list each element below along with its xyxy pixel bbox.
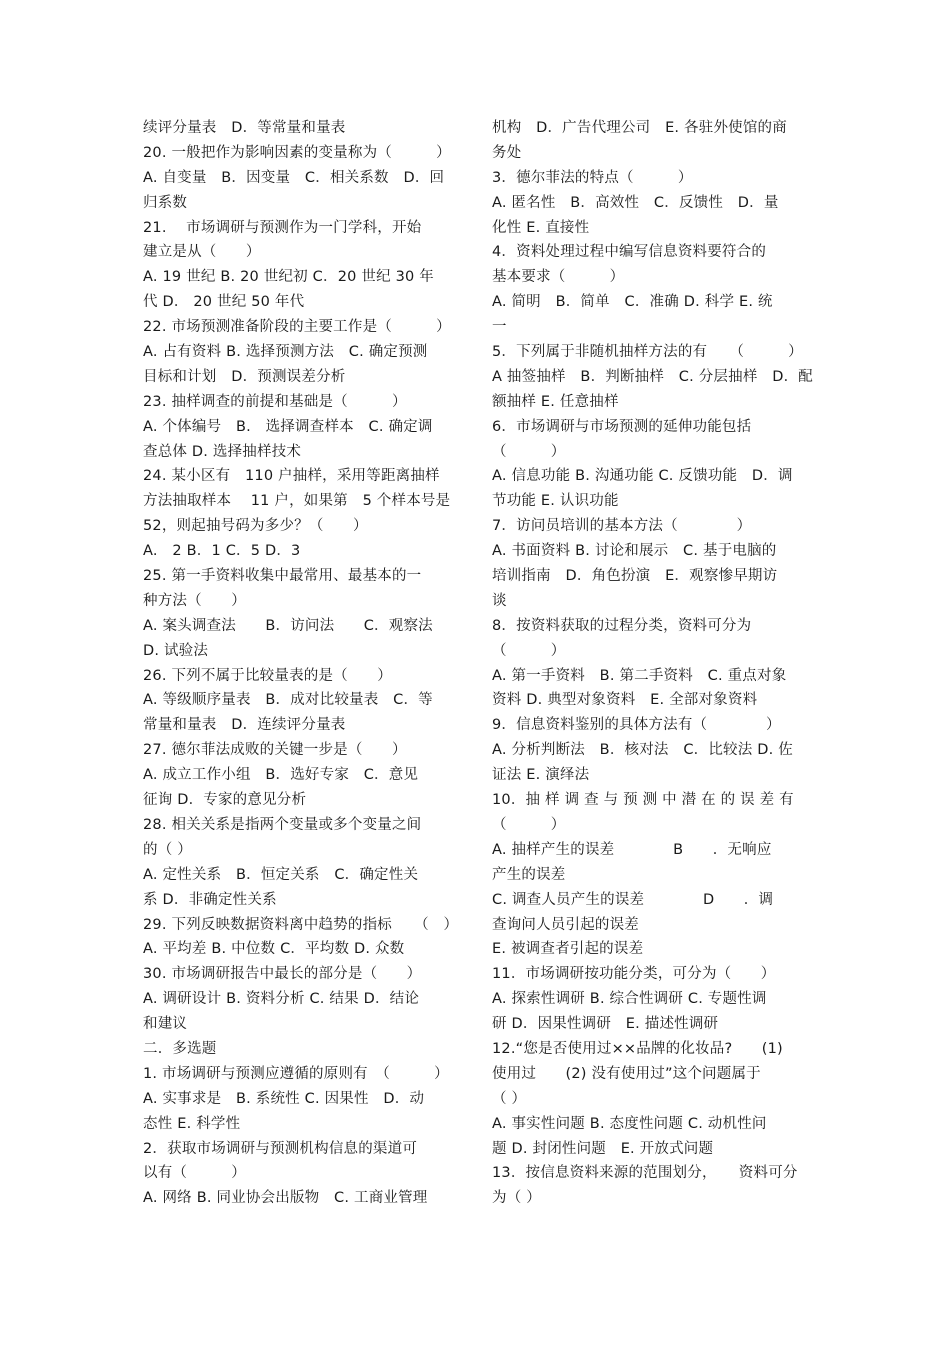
text-line: 谈 <box>492 592 507 609</box>
text-line: 查询问人员引起的误差 <box>492 916 639 933</box>
text-line: 6．市场调研与市场预测的延伸功能包括 <box>492 418 752 435</box>
text-line: A. 案头调查法 B．访问法 C．观察法 <box>143 617 433 634</box>
text-line: 基本要求（ ） <box>492 269 625 286</box>
text-line: 3．德尔菲法的特点（ ） <box>492 169 693 186</box>
text-line: 续评分量表 D．等常量和量表 <box>143 120 346 136</box>
text-line: 方法抽取样本 11 户，如果第 5 个样本号是 <box>143 493 451 510</box>
text-line: A. 实事求是 B. 系统性 C. 因果性 D．动 <box>143 1090 425 1107</box>
text-line: 29. 下列反映数据资料离中趋势的指标 （ ） <box>143 916 459 933</box>
text-line: A. 书面资料 B. 讨论和展示 C. 基于电脑的 <box>492 543 777 560</box>
text-line: 13．按信息资料来源的范围划分， 资料可分 <box>492 1165 798 1182</box>
text-line: 机构 D．广告代理公司 E. 各驻外使馆的商 <box>492 120 787 136</box>
text-line: A. 事实性问题 B. 态度性问题 C. 动机性问 <box>492 1115 767 1132</box>
text-line: 2．获取市场调研与预测机构信息的渠道可 <box>143 1140 418 1157</box>
text-line: C. 调查人员产生的误差 D ．调 <box>492 891 774 908</box>
text-line: 9．信息资料鉴别的具体方法有（ ） <box>492 717 781 734</box>
text-line: 4．资料处理过程中编写信息资料要符合的 <box>492 244 767 261</box>
text-line: 务处 <box>492 144 522 161</box>
left-column <box>143 116 463 1211</box>
text-line: 目标和计划 D．预测误差分析 <box>143 368 346 385</box>
text-line: 一 <box>492 319 507 336</box>
text-line: A. 第一手资料 B. 第二手资料 C. 重点对象 <box>492 667 787 684</box>
text-line: 证法 E. 演绎法 <box>492 767 590 784</box>
text-line: 11．市场调研按功能分类，可分为（ ） <box>492 966 776 983</box>
text-line: 查总体 D. 选择抽样技术 <box>143 443 302 460</box>
text-line: 28. 相关关系是指两个变量或多个变量之间 <box>143 816 422 833</box>
text-line: 27. 德尔菲法成败的关键一步是（ ） <box>143 742 407 759</box>
text-line: 使用过 (2) 没有使用过”这个问题属于 <box>492 1065 761 1082</box>
text-line: 24. 某小区有 110 户抽样，采用等距离抽样 <box>143 468 440 485</box>
text-line: 产生的误差 <box>492 866 566 883</box>
text-line: 30. 市场调研报告中最长的部分是（ ） <box>143 966 422 983</box>
text-line: 21. 市场调研与预测作为一门学科，开始 <box>143 219 422 236</box>
text-line: 化性 E. 直接性 <box>492 219 590 236</box>
text-line: 22. 市场预测准备阶段的主要工作是（ ） <box>143 319 451 336</box>
text-line: 和建议 <box>143 1016 188 1033</box>
text-line: A. 匿名性 B．高效性 C．反馈性 D．量 <box>492 194 779 211</box>
text-line: 7．访问员培训的基本方法（ ） <box>492 518 752 535</box>
text-line: 23. 抽样调查的前提和基础是（ ） <box>143 393 407 410</box>
text-line: A. 成立工作小组 B．选好专家 C．意见 <box>143 767 419 784</box>
text-line: 为（ ） <box>492 1190 541 1207</box>
text-line: 研 D．因果性调研 E. 描述性调研 <box>492 1016 719 1033</box>
text-line: 8．按资料获取的过程分类，资料可分为 <box>492 617 752 634</box>
text-line: A. 抽样产生的误差 B ．无响应 <box>492 841 772 858</box>
text-line: A. 等级顺序量表 B．成对比较量表 C．等 <box>143 692 433 709</box>
text-line: 节功能 E. 认识功能 <box>492 493 619 510</box>
text-line: 建立是从（ ） <box>143 244 261 261</box>
text-line: 二．多选题 <box>143 1040 217 1057</box>
text-line: 系 D．非确定性关系 <box>143 891 277 908</box>
text-line: 态性 E. 科学性 <box>143 1115 241 1132</box>
text-line: A. 简明 B．简单 C．准确 D. 科学 E. 统 <box>492 294 773 311</box>
text-line: 的（ ） <box>143 841 192 858</box>
text-line: 额抽样 E. 任意抽样 <box>492 393 619 410</box>
text-line: A. 分析判断法 B．核对法 C．比较法 D. 佐 <box>492 742 793 759</box>
text-line: A. 2 B．1 C．5 D．3 <box>143 543 301 560</box>
text-line: 种方法（ ） <box>143 592 246 609</box>
text-line: A. 定性关系 B．恒定关系 C．确定性关 <box>143 866 419 883</box>
text-line: 20. 一般把作为影响因素的变量称为（ ） <box>143 144 451 161</box>
text-line: A. 信息功能 B. 沟通功能 C. 反馈功能 D．调 <box>492 468 793 485</box>
text-line: （ ） <box>492 816 566 833</box>
text-line: （ ） <box>492 443 566 460</box>
text-line: A. 探索性调研 B. 综合性调研 C. 专题性调 <box>492 991 767 1008</box>
text-line: 培训指南 D．角色扮演 E．观察惨早期访 <box>492 568 778 585</box>
right-column <box>492 116 814 1211</box>
text-line: A. 平均差 B. 中位数 C．平均数 D. 众数 <box>143 941 405 958</box>
text-line: 26. 下列不属于比较量表的是（ ） <box>143 667 392 684</box>
text-line: A. 19 世纪 B. 20 世纪初 C．20 世纪 30 年 <box>143 269 434 286</box>
text-line: A 抽签抽样 B．判断抽样 C. 分层抽样 D．配 <box>492 368 813 385</box>
text-line: 1. 市场调研与预测应遵循的原则有 （ ） <box>143 1065 449 1082</box>
text-line: A. 个体编号 B. 选择调查样本 C. 确定调 <box>143 418 433 435</box>
text-line: D. 试验法 <box>143 642 209 659</box>
text-line: 以有（ ） <box>143 1165 246 1182</box>
text-line: A. 自变量 B．因变量 C．相关系数 D．回 <box>143 169 445 186</box>
text-line: 代 D． 20 世纪 50 年代 <box>143 294 305 311</box>
text-line: （ ） <box>492 642 566 659</box>
text-line: E. 被调查者引起的误差 <box>492 941 644 958</box>
text-line: （ ） <box>492 1090 527 1107</box>
text-line: 资料 D. 典型对象资料 E. 全部对象资料 <box>492 692 758 709</box>
text-line: 52，则起抽号码为多少？（ ） <box>143 518 368 535</box>
text-line: 归系数 <box>143 194 188 211</box>
text-line: A. 调研设计 B. 资料分析 C. 结果 D．结论 <box>143 991 420 1008</box>
text-line: 常量和量表 D．连续评分量表 <box>143 717 346 734</box>
text-line: A. 占有资料 B. 选择预测方法 C. 确定预测 <box>143 344 428 361</box>
text-line: 12.“您是否使用过××品牌的化妆品? (1) <box>492 1040 783 1057</box>
text-line: A. 网络 B. 同业协会出版物 C. 工商业管理 <box>143 1190 428 1207</box>
text-line: 征询 D．专家的意见分析 <box>143 792 307 809</box>
text-line: 10．抽 样 调 查 与 预 测 中 潜 在 的 误 差 有 <box>492 792 794 809</box>
text-line: 题 D. 封闭性问题 E. 开放式问题 <box>492 1140 714 1157</box>
text-line: 25. 第一手资料收集中最常用、最基本的一 <box>143 568 422 585</box>
text-line: 5．下列属于非随机抽样方法的有 （ ） <box>492 344 803 361</box>
